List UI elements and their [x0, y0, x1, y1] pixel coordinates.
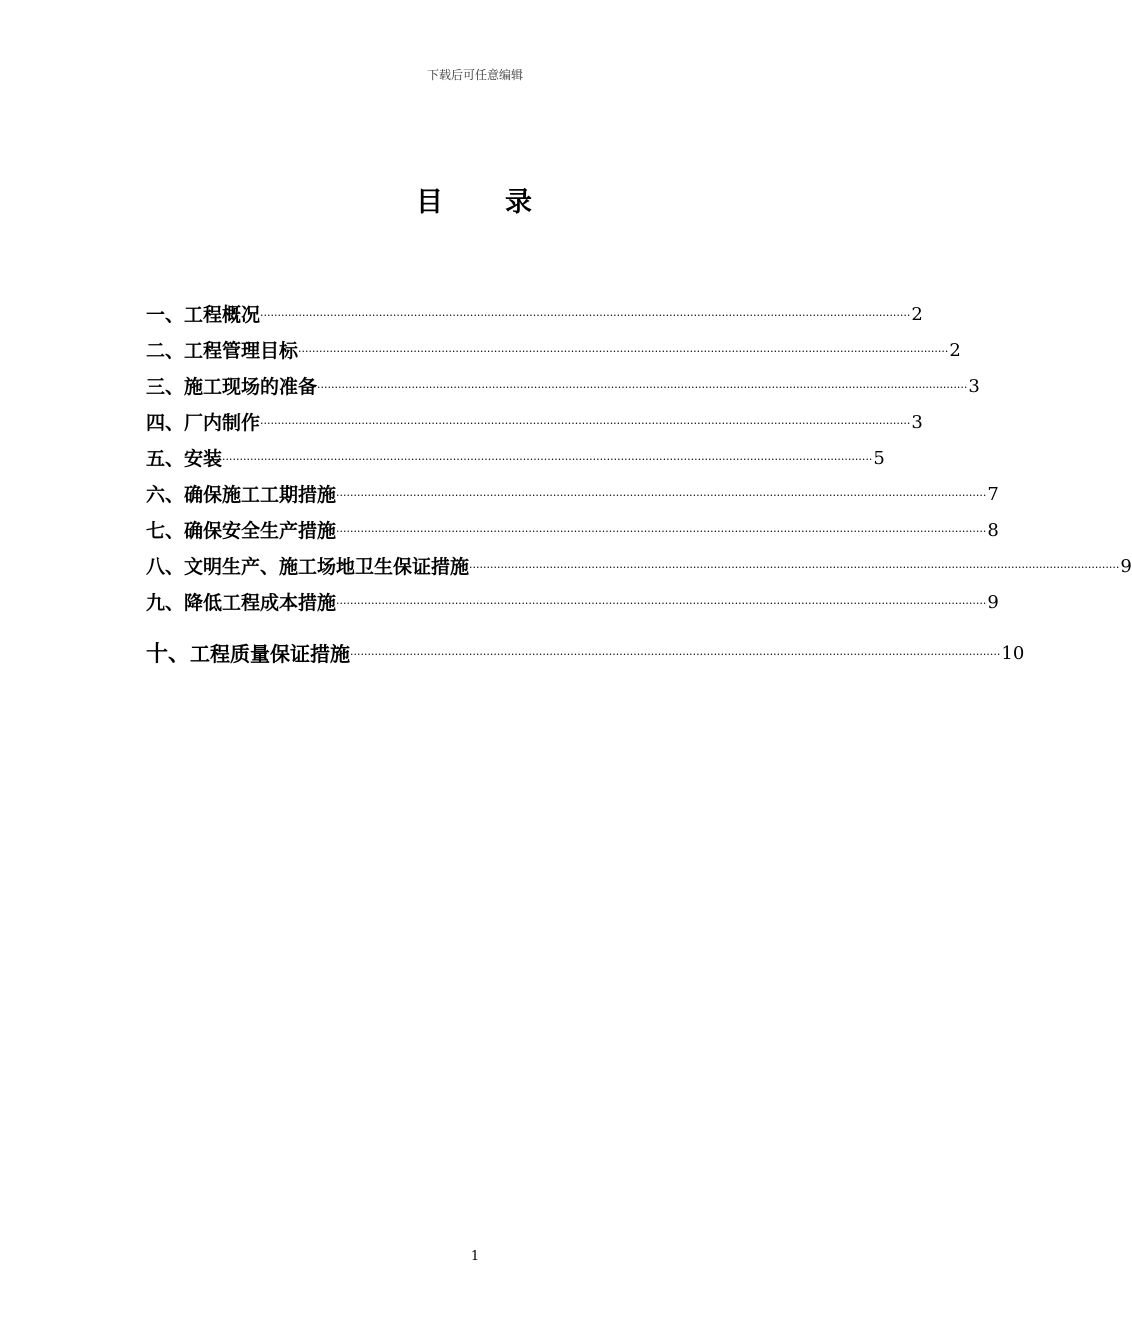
toc-entry[interactable] [146, 303, 923, 327]
toc-entry-page: 9 [1120, 556, 1132, 577]
toc-entry-page: 8 [987, 520, 999, 541]
title-char-left: 目 [416, 187, 445, 218]
toc-entry-page: 3 [968, 376, 980, 397]
toc-dot-leader: ·························································································································································································· [317, 381, 968, 394]
toc-entry-number: 九、 [146, 592, 185, 614]
toc-dot-leader: ·························································································································································································· [336, 525, 987, 538]
toc-entry[interactable] [146, 339, 961, 363]
toc-entry-page: 3 [911, 412, 923, 433]
toc-entry-label: 工程概况 [184, 304, 261, 326]
toc-entry-label: 确保施工工期措施 [184, 484, 337, 506]
toc-entry-page: 10 [1001, 643, 1025, 664]
toc-entry-label: 文明生产、施工场地卫生保证措施 [184, 556, 470, 578]
page-title [0, 180, 950, 219]
toc-dot-leader: ·························································································································································································· [260, 417, 911, 430]
toc-dot-leader: ·························································································································································································· [260, 309, 911, 322]
toc-entry-number: 六、 [146, 484, 185, 506]
toc-entry-label: 工程质量保证措施 [190, 642, 351, 666]
toc-entry-number: 一、 [146, 304, 185, 326]
toc-dot-leader: ·························································································································································································· [336, 489, 987, 502]
toc-entry-number: 四、 [146, 412, 185, 434]
toc-entry-label: 工程管理目标 [184, 340, 299, 362]
toc-entry[interactable] [146, 555, 1132, 579]
toc-entry-page: 2 [949, 340, 961, 361]
toc-entry[interactable] [146, 641, 1025, 667]
toc-entry-label: 安装 [184, 448, 223, 470]
header-note: 下载后可任意编辑 [426, 68, 523, 82]
toc-entry-page: 9 [987, 592, 999, 613]
toc-entry-label: 施工现场的准备 [184, 376, 318, 398]
toc-entry[interactable] [146, 411, 923, 435]
toc-dot-leader: ·························································································································································································· [336, 597, 987, 610]
toc-entry-number: 七、 [146, 520, 185, 542]
toc-entry-number: 八、 [146, 556, 185, 578]
toc-entry-label: 厂内制作 [184, 412, 261, 434]
toc-entry-page: 2 [911, 304, 923, 325]
toc-entry-label: 降低工程成本措施 [184, 592, 337, 614]
title-char-right: 录 [505, 187, 534, 218]
toc-entry-number: 三、 [146, 376, 185, 398]
toc-entry[interactable] [146, 375, 980, 399]
toc-entry-number: 二、 [146, 340, 185, 362]
toc-dot-leader: ·························································································································································································· [469, 561, 1120, 574]
toc-entry-page: 5 [873, 448, 885, 469]
toc-dot-leader: ·························································································································································································· [222, 453, 873, 466]
toc-dot-leader: ·························································································································································································· [298, 345, 949, 358]
toc-entry-page: 7 [987, 484, 999, 505]
toc-entry-label: 确保安全生产措施 [184, 520, 337, 542]
toc-entry-number: 十、 [146, 641, 191, 667]
page-number: 1 [470, 1249, 480, 1264]
toc-entry[interactable] [146, 483, 999, 507]
toc-entry[interactable] [146, 591, 999, 615]
toc-entry-number: 五、 [146, 448, 185, 470]
toc-dot-leader: ·························································································································································································· [350, 648, 1001, 661]
toc-entry[interactable] [146, 519, 999, 543]
toc-entry[interactable] [146, 447, 885, 471]
